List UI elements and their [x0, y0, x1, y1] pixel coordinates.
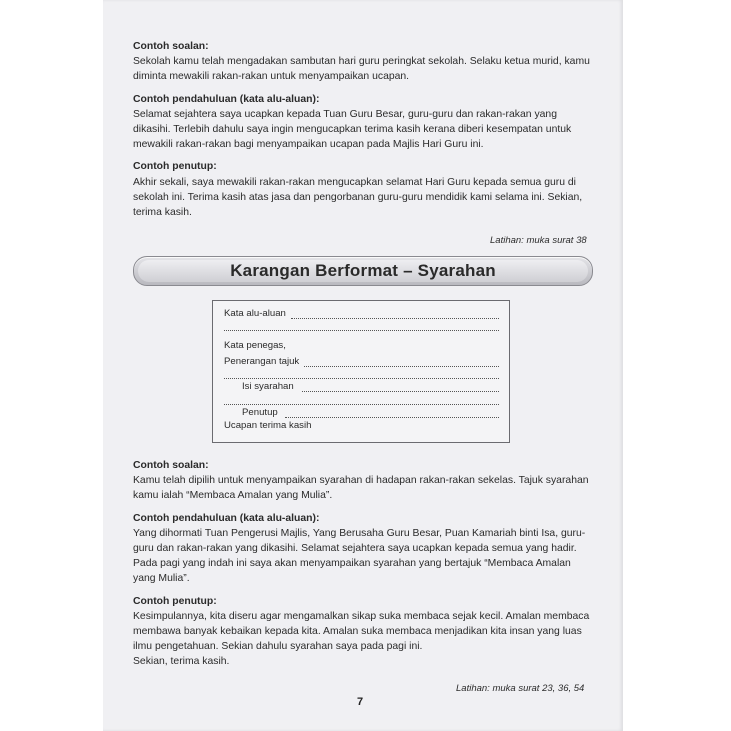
ucapan-example-section: [133, 39, 595, 220]
format-penutup: Penutup: [242, 407, 278, 418]
latihan-reference: Latihan: muka surat 23, 36, 54: [456, 683, 585, 694]
format-penerangan-tajuk: Penerangan tajuk: [224, 356, 300, 367]
page-number: 7: [357, 696, 364, 708]
pendahuluan-heading: Contoh pendahuluan (kata alu-aluan):: [133, 93, 320, 105]
soalan-heading: Contoh soalan:: [133, 41, 209, 52]
dotted-line: [302, 391, 499, 392]
pendahuluan-text: Yang dihormati Tuan Pengerusi Majlis, Yang Berusaha Guru Besar, Puan Kamariah binti Isa, guru-guru dan rakan-rakan yang dikasihi. Selamat sejahtera saya ucapkan kepada semua yang hadir. Pada pagi yang indah ini saya akan menyampaikan syarahan yang bertajuk “Membaca Amalan yang Mulia”.: [133, 527, 586, 585]
dotted-line: [291, 318, 499, 319]
syarahan-example-section: [133, 458, 595, 670]
dotted-line: [285, 417, 499, 418]
penutup-heading: Contoh penutup:: [133, 595, 217, 607]
penutup-closing: Sekian, terima kasih.: [133, 656, 230, 668]
dotted-line: [224, 404, 499, 405]
format-isi-syarahan: Isi syarahan: [242, 381, 294, 392]
format-kata-penegas: Kata penegas,: [224, 340, 286, 351]
penutup-heading: Contoh penutup:: [133, 161, 217, 173]
penutup-text: Kesimpulannya, kita diseru agar mengamalkan sikap suka membaca sejak kecil. Amalan membaca membawa banyak kebaikan kepada kita. Amalan suka membaca menjadikan kita insan yang luas ilmu pengetahuan. Sekian dahulu syarahan saya pada pagi ini.: [133, 610, 590, 653]
soalan-text: Kamu telah dipilih untuk menyampaikan syarahan di hadapan rakan-rakan sekelas. Tajuk syarahan kamu ialah “Membaca Amalan yang Mulia”.: [133, 475, 589, 502]
pendahuluan-heading: Contoh pendahuluan (kata alu-aluan):: [133, 512, 320, 524]
pendahuluan-text: Selamat sejahtera saya ucapkan kepada Tuan Guru Besar, guru-guru dan rakan-rakan yang dikasihi. Terlebih dahulu saya ingin mengucapkan terima kasih kerana diberi kesempatan untuk mewakili rakan-rakan bagi menyampaikan ucapan pada Majlis Hari Guru ini.: [133, 108, 572, 151]
soalan-text: Sekolah kamu telah mengadakan sambutan hari guru peringkat sekolah. Selaku ketua murid, kamu diminta mewakili rakan-rakan untuk menyampaikan ucapan.: [133, 56, 590, 83]
dotted-line: [224, 330, 499, 331]
penutup-text: Akhir sekali, saya mewakili rakan-rakan mengucapkan selamat Hari Guru kepada semua guru di sekolah ini. Terima kasih atas jasa dan pengorbanan guru-guru mendidik kami selama ini. Sekian, terima kasih.: [133, 176, 583, 219]
latihan-reference: Latihan: muka surat 38: [490, 235, 587, 246]
section-banner: [133, 256, 593, 286]
banner-title: Karangan Berformat – Syarahan: [230, 261, 496, 280]
dotted-line: [304, 366, 499, 367]
format-kata-alu-aluan: Kata alu-aluan: [224, 308, 286, 319]
format-ucapan-terima-kasih: Ucapan terima kasih: [224, 420, 312, 431]
soalan-heading: Contoh soalan:: [133, 460, 209, 471]
dotted-line: [224, 378, 499, 379]
